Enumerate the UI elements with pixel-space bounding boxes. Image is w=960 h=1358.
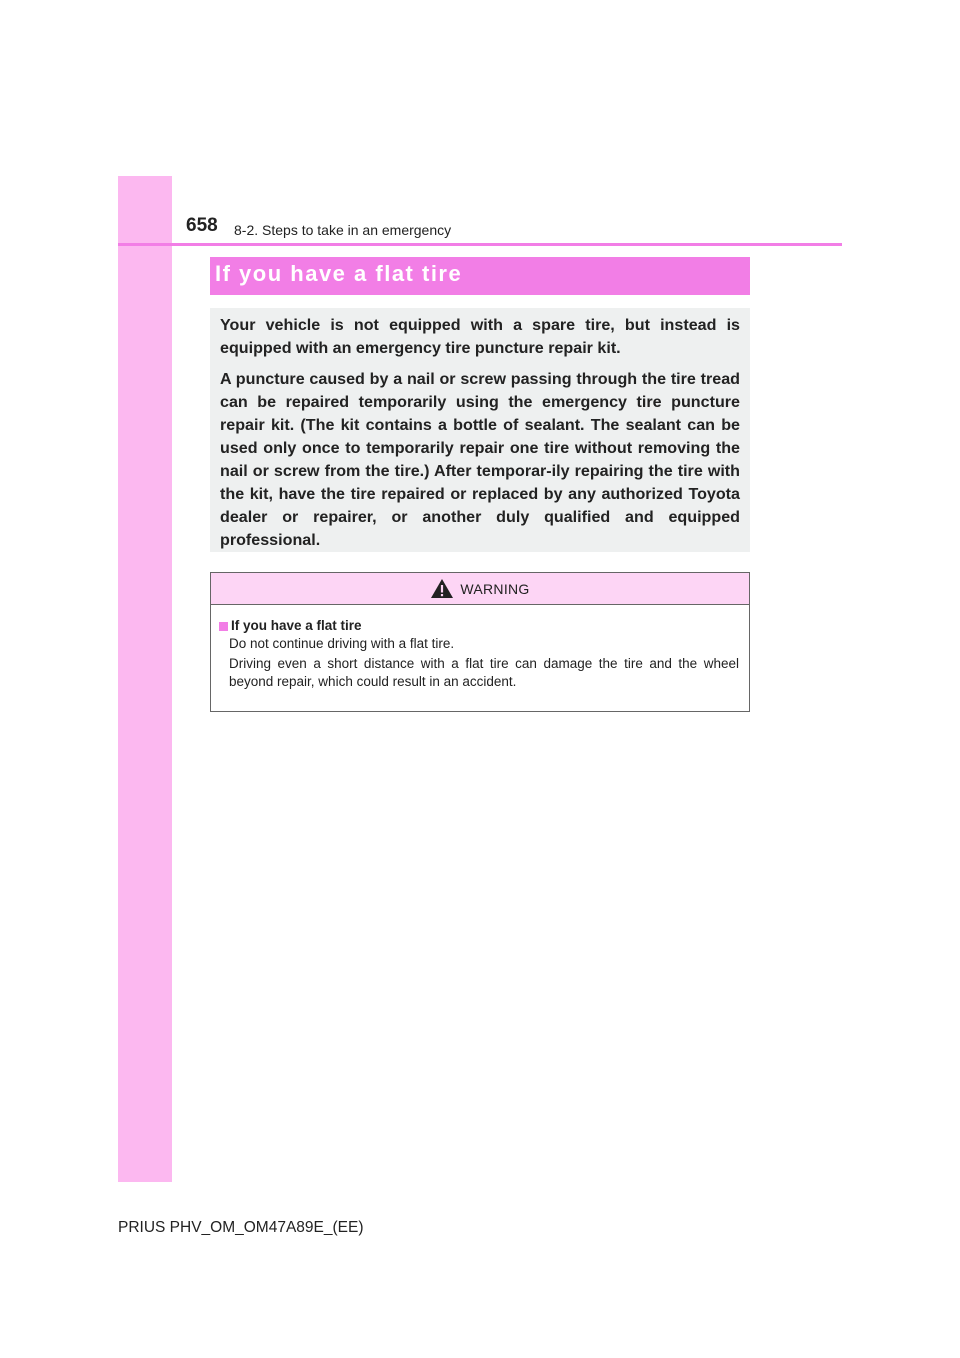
square-bullet-icon — [219, 622, 228, 631]
warning-box — [210, 572, 750, 712]
warning-body — [211, 605, 749, 691]
warning-item-title-line — [219, 617, 739, 635]
warning-item-title: If you have a flat tire — [231, 618, 362, 633]
warning-header — [211, 573, 749, 605]
warning-line-2: Driving even a short distance with a flat tire can damage the tire and the wheel beyond repair, which could result in an accident. — [229, 656, 739, 689]
warning-label: WARNING — [460, 580, 530, 597]
page-number: 658 — [186, 215, 218, 236]
section-title: 8-2. Steps to take in an emergency — [234, 222, 452, 238]
warning-line-1: Do not continue driving with a flat tire. — [229, 636, 455, 651]
page-heading: If you have a flat tire — [215, 261, 463, 286]
intro-paragraph-1: Your vehicle is not equipped with a spare tire, but instead is equipped with an emergency tire puncture repair kit. — [220, 316, 740, 357]
intro-paragraph-2: A puncture caused by a nail or screw passing through the tire tread can be repaired temporarily using the emergency tire puncture repair kit. (The kit contains a bottle of sealant. The sealant can be used only once to temporarily repair one tire without removing the nail or screw from the tire.) After temporar-ily repairing the tire with the kit, have the tire repaired or replaced by any authorized Toyota dealer or repairer, or another duly qualified and equipped professional. — [220, 370, 740, 549]
side-tab-band — [118, 176, 172, 1182]
heading-bar — [210, 257, 750, 295]
footer-doc-code: PRIUS PHV_OM_OM47A89E_(EE) — [118, 1219, 364, 1236]
header-rule — [118, 243, 842, 246]
warning-triangle-icon — [430, 578, 454, 599]
intro-box — [210, 308, 750, 552]
